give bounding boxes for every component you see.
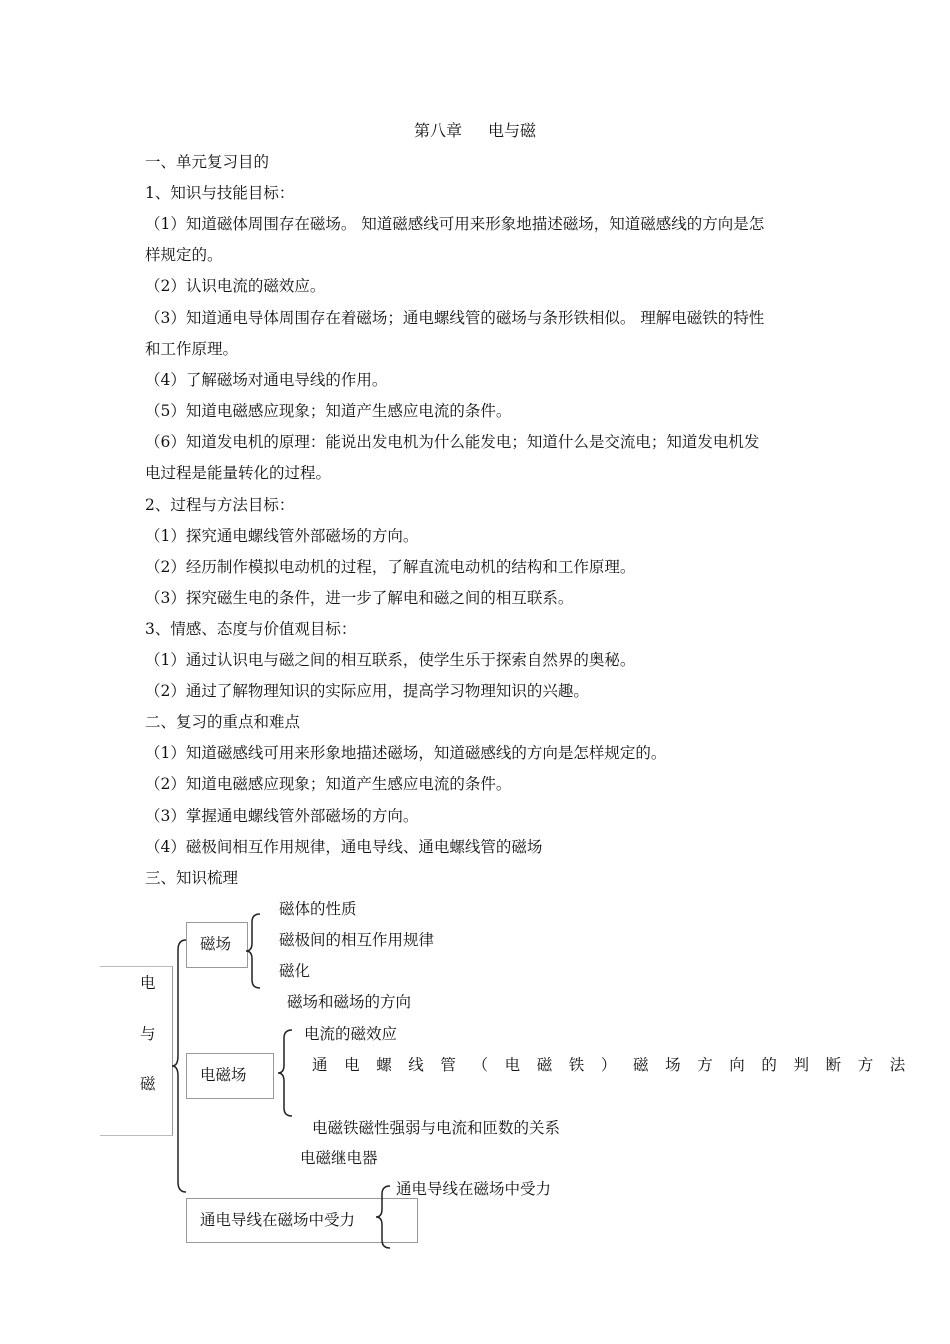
list-item: （2）认识电流的磁效应。 xyxy=(145,277,326,295)
list-item: （1）通过认识电与磁之间的相互联系，使学生乐于探索自然界的奥秘。 xyxy=(145,651,636,669)
branch-item: 电磁铁磁性强弱与电流和匝数的关系 xyxy=(312,1119,561,1137)
branch-item: 通电螺线管（电磁铁）磁场方向的判断方法 xyxy=(312,1056,922,1074)
section-heading: 三、知识梳理 xyxy=(145,869,239,887)
chapter-topic: 电与磁 xyxy=(488,121,537,140)
list-item: 电过程是能量转化的过程。 xyxy=(145,464,332,482)
chapter-number: 第八章 xyxy=(413,121,462,140)
list-item: （3）掌握通电螺线管外部磁场的方向。 xyxy=(145,807,419,825)
list-item: （1）知道磁体周围存在磁场。 知道磁感线可用来形象地描述磁场，知道磁感线的方向是怎 xyxy=(145,215,765,233)
branch-item: 磁场和磁场的方向 xyxy=(287,993,412,1011)
chapter-title xyxy=(0,121,950,141)
list-item: （2）通过了解物理知识的实际应用，提高学习物理知识的兴趣。 xyxy=(145,682,589,700)
list-item: （4）磁极间相互作用规律，通电导线、通电螺线管的磁场 xyxy=(145,838,543,856)
branch-label: 电磁场 xyxy=(200,1066,247,1084)
list-item: （1）探究通电螺线管外部磁场的方向。 xyxy=(145,527,419,545)
branch2-brace xyxy=(276,1028,296,1118)
list-item: （2）经历制作模拟电动机的过程，了解直流电动机的结构和工作原理。 xyxy=(145,558,636,576)
root-box xyxy=(100,966,173,1136)
branch-item: 磁化 xyxy=(279,962,311,980)
branch1-brace xyxy=(244,912,264,990)
branch-item: 电磁继电器 xyxy=(300,1149,378,1167)
root-char: 磁 xyxy=(140,1075,156,1093)
branch-item: 通电导线在磁场中受力 xyxy=(396,1180,552,1198)
branch-item: 磁极间的相互作用规律 xyxy=(279,931,435,949)
subsection-heading: 3、情感、态度与价值观目标： xyxy=(145,620,357,638)
list-item: （5）知道电磁感应现象；知道产生感应电流的条件。 xyxy=(145,402,512,420)
root-char: 与 xyxy=(140,1025,156,1043)
root-char: 电 xyxy=(140,974,156,992)
subsection-heading: 1、知识与技能目标： xyxy=(145,184,295,202)
list-item: （3）探究磁生电的条件，进一步了解电和磁之间的相互联系。 xyxy=(145,589,574,607)
list-item: （4）了解磁场对通电导线的作用。 xyxy=(145,371,388,389)
branch3-brace xyxy=(374,1184,394,1250)
branch-item: 磁体的性质 xyxy=(279,900,357,918)
branch-label: 通电导线在磁场中受力 xyxy=(200,1211,356,1229)
section-heading: 二、复习的重点和难点 xyxy=(145,713,301,731)
list-item: （1）知道磁感线可用来形象地描述磁场，知道磁感线的方向是怎样规定的。 xyxy=(145,744,667,762)
branch-label: 磁场 xyxy=(200,935,232,953)
list-item: （2）知道电磁感应现象；知道产生感应电流的条件。 xyxy=(145,775,512,793)
list-item: 样规定的。 xyxy=(145,246,223,264)
subsection-heading: 2、过程与方法目标： xyxy=(145,496,295,514)
section-heading: 一、单元复习目的 xyxy=(145,153,270,171)
list-item: 和工作原理。 xyxy=(145,340,239,358)
list-item: （3）知道通电导体周围存在着磁场；通电螺线管的磁场与条形铁相似。 理解电磁铁的特性 xyxy=(145,309,765,327)
branch-item: 电流的磁效应 xyxy=(304,1025,398,1043)
list-item: （6）知道发电机的原理：能说出发电机为什么能发电；知道什么是交流电；知道发电机发 xyxy=(145,433,760,451)
